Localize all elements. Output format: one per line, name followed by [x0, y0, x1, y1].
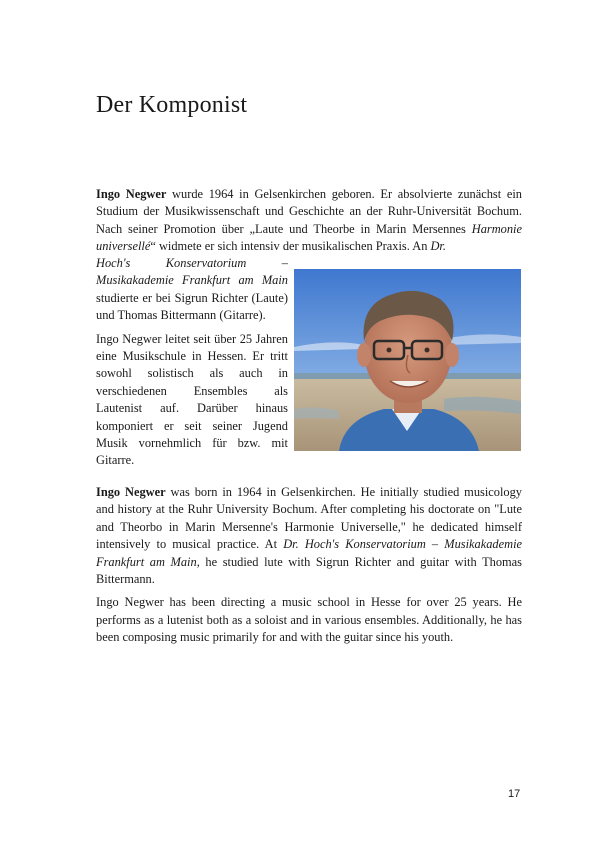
german-intro-italic-2: Dr. — [430, 239, 446, 254]
english-text-2: , he studied lute with Sigrun Richter and guitar with Thomas Bittermann. — [96, 554, 522, 587]
german-paragraph-1-continued — [96, 255, 288, 325]
page-number: 17 — [508, 788, 521, 800]
german-paragraph-2: Ingo Negwer leitet seit über 25 Jahren eine Musikschule in Hessen. Er tritt sowohl solistisch als auch in verschiedenen Ensembles als Lautenist auf. Darüber hinaus komponiert er seit seiner Jugend Musik vornehmlich für bzw. mit Gitarre. — [96, 331, 288, 468]
conservatory-name-de: Hoch's Konservatorium – Musikakademie Frankfurt am Main — [96, 256, 288, 288]
english-paragraph-2: Ingo Negwer has been directing a music school in Hesse for over 25 years. He performs as a lutenist both as a soloist and in various ensembles. Additionally, he has been composing music primarily for and with the guitar since his youth. — [96, 595, 522, 645]
english-section — [96, 484, 522, 647]
german-wrap-column — [96, 255, 288, 470]
english-paragraph-1 — [96, 484, 522, 588]
german-intro-text-2: “ widmete er sich intensiv der musikalischen Praxis. An — [150, 239, 431, 254]
composer-photo — [294, 269, 521, 451]
german-intro-text-1: wurde 1964 in Gelsenkirchen geboren. Er absolvierte zunächst ein Studium der Musikwissenschaft und Geschichte an der Ruhr-Universität Bochum. Nach seiner Promotion über „Laute und Theorbe in Marin Mersennes — [96, 187, 522, 236]
german-wrap-text: studierte er bei Sigrun Richter (Laute) und Thomas Bittermann (Gitarre). — [96, 290, 288, 323]
german-intro — [96, 186, 522, 256]
english-text-1: was born in 1964 in Gelsenkirchen. He initially studied musicology and history at the Ruhr University Bochum. After completing his doctorate on "Lute and Theorbo in Marin Mersenne's Harmonie Universelle," he dedicated himself intensively to musical practice. At — [96, 485, 523, 552]
composer-name-de: Ingo Negwer — [96, 187, 167, 201]
conservatory-name-en: Dr. Hoch's Konservatorium – Musikakademie Frankfurt am Main — [96, 537, 523, 569]
german-paragraph-1 — [96, 186, 522, 256]
composer-name-en: Ingo Negwer — [96, 485, 166, 499]
page-title: Der Komponist — [96, 92, 248, 118]
german-intro-italic: Harmonie universellé — [96, 221, 522, 254]
